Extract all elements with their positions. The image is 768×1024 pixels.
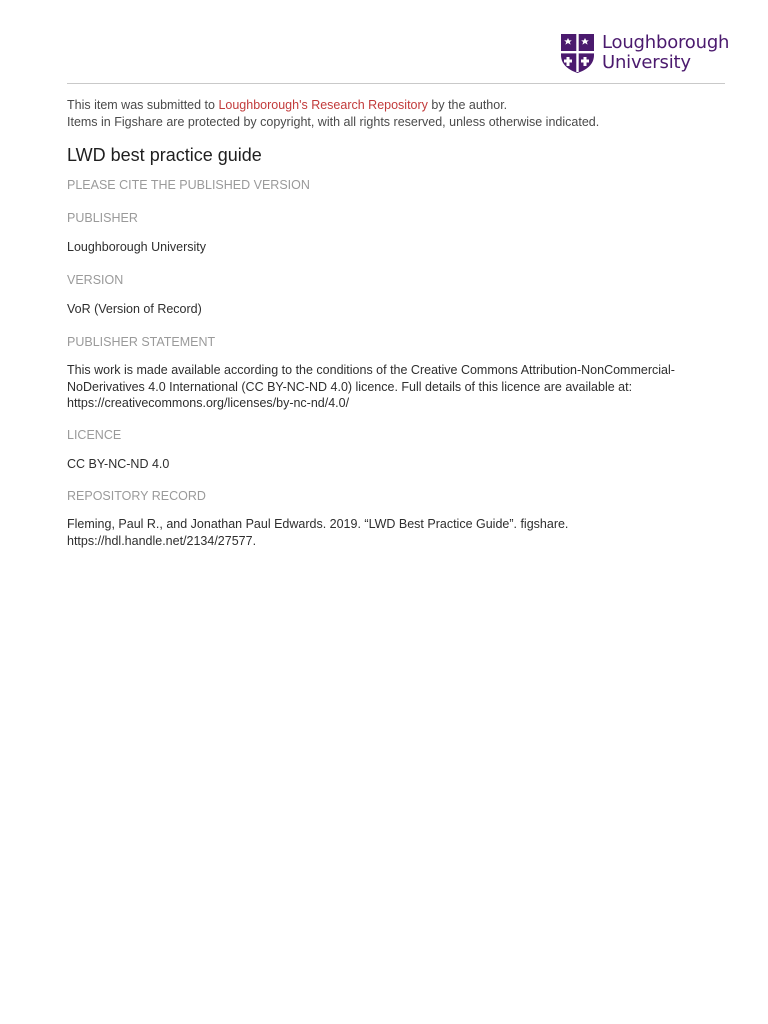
statement-line-2: NoDerivatives 4.0 International (CC BY-NC-ND 4.0) licence. Full details of this licence are available at: (67, 379, 633, 394)
copyright-notice: Items in Figshare are protected by copyright, with all rights reserved, unless otherwise indicated. (67, 114, 600, 129)
university-logo (560, 33, 729, 74)
publisher-statement-text (67, 362, 727, 412)
publisher-value: Loughborough University (67, 240, 206, 254)
submission-notice (67, 97, 727, 130)
header-divider (67, 83, 725, 84)
publisher-statement-label: PUBLISHER STATEMENT (67, 335, 216, 349)
version-label: VERSION (67, 272, 124, 287)
logo-line-2: University (602, 52, 691, 73)
university-crest-icon (560, 33, 595, 74)
cite-notice: PLEASE CITE THE PUBLISHED VERSION (67, 178, 310, 192)
version-value: VoR (Version of Record) (67, 301, 202, 316)
publisher-label: PUBLISHER (67, 211, 138, 225)
logo-wordmark (602, 33, 729, 73)
repository-link[interactable]: Loughborough's Research Repository (218, 98, 428, 112)
submission-suffix: by the author. (427, 98, 508, 112)
logo-line-1: Loughborough (602, 32, 730, 53)
handle-link[interactable]: https://hdl.handle.net/2134/27577. (67, 533, 257, 548)
citation-line: Fleming, Paul R., and Jonathan Paul Edwards. 2019. “LWD Best Practice Guide”. figshare. (67, 517, 569, 531)
licence-url[interactable]: https://creativecommons.org/licenses/by-nc-nd/4.0/ (67, 396, 350, 410)
cover-content (67, 97, 727, 549)
submission-line (67, 97, 727, 114)
document-title: LWD best practice guide (67, 145, 262, 165)
statement-line-1: This work is made available according to the conditions of the Creative Commons Attribution-NonCommercial- (67, 363, 675, 377)
submission-prefix: This item was submitted to (67, 98, 219, 112)
licence-label: LICENCE (67, 427, 122, 442)
repository-record-text (67, 516, 727, 549)
licence-value: CC BY-NC-ND 4.0 (67, 456, 170, 471)
repository-record-label: REPOSITORY RECORD (67, 489, 206, 503)
